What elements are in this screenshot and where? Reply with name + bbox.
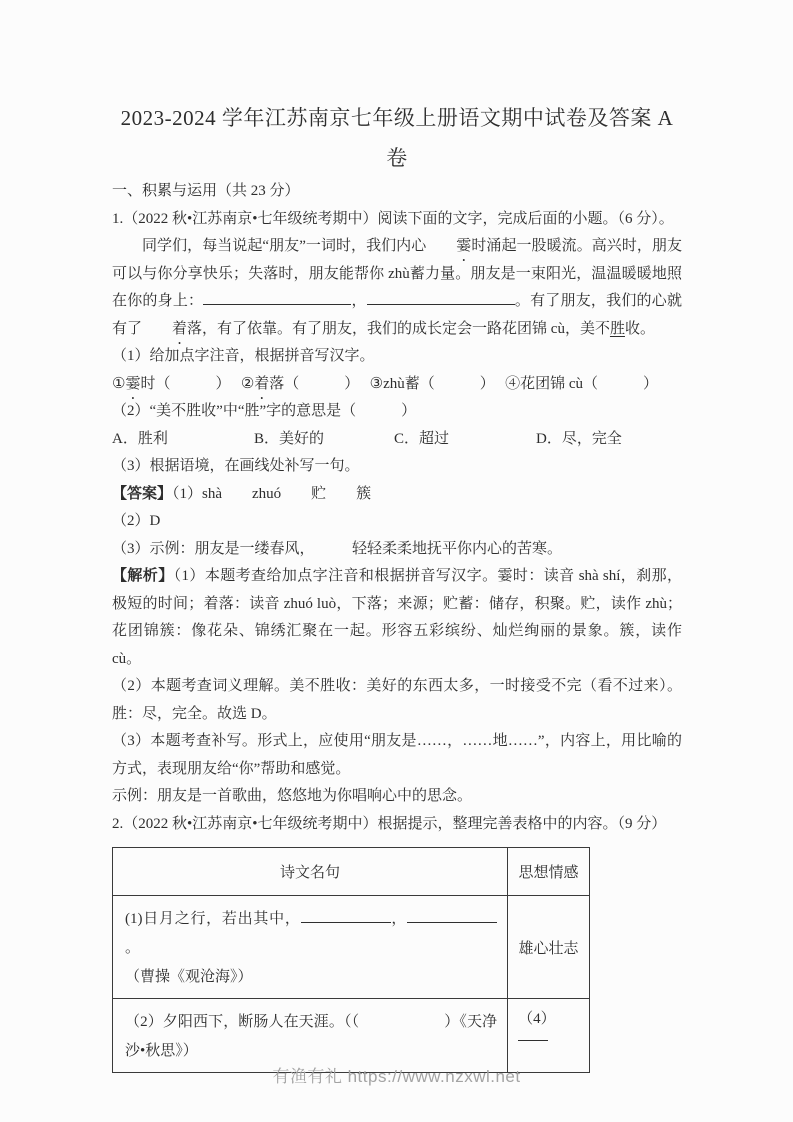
- table-cell-row1-emotion: 雄心壮志: [508, 896, 590, 999]
- blank-underline: [407, 910, 497, 923]
- q1-passage: [112, 233, 682, 343]
- dotted-char: 霎: [456, 238, 472, 254]
- poem-line: [125, 905, 497, 963]
- blank-underline: [518, 1028, 548, 1041]
- page-title-line1: 2023-2024 学年江苏南京七年级上册语文期中试卷及答案 A: [120, 106, 674, 130]
- document-content: [112, 0, 682, 1073]
- q2-stem: 2.（2022 秋•江苏南京•七年级统考期中）根据提示，整理完善表格中的内容。（9 分）: [112, 815, 667, 832]
- passage-text: 时涌起一股暖流。高兴时，朋友可以与你分享快乐；失落时，朋友能帮你 zhù蓄力量。朋友是一束阳光，温温暖暖地照在你的身上：: [112, 238, 682, 309]
- passage-text: ，: [351, 293, 367, 309]
- answer-line-1: [112, 481, 682, 509]
- table-row: [113, 896, 590, 999]
- poem-source: （曹操《观沧海》）: [125, 969, 253, 985]
- table-header-emotion: 思想情感: [508, 848, 590, 896]
- poem-text: ）《天净沙•秋思》）: [125, 1014, 498, 1059]
- option-c: C．超过: [394, 430, 450, 447]
- dotted-char: 着: [172, 320, 188, 337]
- option-d: D．尽，完全: [536, 430, 622, 447]
- passage-text: 落，有了依靠。有了朋友，我们的成长定会一路花团锦 cù，美不: [187, 320, 610, 337]
- q1-sub-question-3: （3）根据语境，在画线处补写一句。: [112, 458, 360, 474]
- answer-1: （1）shà zhuó 贮 簇: [172, 485, 372, 502]
- analysis-label: 【解析】: [112, 568, 174, 584]
- poem-text: （2）夕阳西下，断肠人在天涯。（（: [125, 1014, 360, 1030]
- q1-stem: 1.（2022 秋•江苏南京•七年级统考期中）阅读下面的文字，完成后面的小题。（6 分）。: [112, 210, 674, 227]
- passage-text: 同学们，每当说起“朋友”一词时，我们内心: [142, 238, 427, 254]
- analysis-para-2: （2）本题考查词义理解。美不胜收：美好的东西太多，一时接受不完（看不过来）。胜：尽，完全。故选 D。: [112, 678, 682, 722]
- poem-text: (1)日月之行，若出其中，: [125, 911, 301, 927]
- item-text: 时（ ）: [140, 375, 231, 392]
- pinyin-item-4: ④花团锦 cù（ ）: [505, 375, 658, 392]
- q1-sub-question-2: （2）“美不胜收”中“胜”字的意思是（ ）: [112, 403, 417, 419]
- item-text: 落（ ）: [269, 375, 360, 392]
- analysis-para-1: [112, 563, 682, 673]
- footer-watermark: 有渔有礼 https://www.nzxwl.net: [272, 1067, 521, 1086]
- underlined-char: 胜: [609, 320, 625, 337]
- page-title: [112, 98, 682, 178]
- emotion-item-number: （4）: [518, 1011, 556, 1027]
- analysis-para-4: 示例：朋友是一首歌曲，悠悠地为你唱响心中的思念。: [112, 788, 473, 804]
- passage-text: 收。: [624, 320, 655, 337]
- answer-label: 【答案】: [112, 485, 173, 502]
- q1-sub-question-1: （1）给加点字注音，根据拼音写汉字。: [112, 348, 375, 364]
- section-heading: 一、积累与运用（共 23 分）: [112, 183, 300, 199]
- options-row: [112, 426, 682, 454]
- item-number: ②: [240, 375, 255, 392]
- poem-table: [112, 847, 590, 1073]
- analysis-para-3: （3）本题考查补写。形式上，应使用“朋友是……，……地……”，内容上，用比喻的方式，表现朋友给“你”帮助和感觉。: [112, 733, 682, 777]
- pinyin-item-1: [112, 371, 230, 399]
- blank-space: [359, 1025, 444, 1026]
- table-cell-row1-poem: [113, 896, 508, 999]
- option-a: A．胜利: [112, 430, 168, 447]
- table-header-poem: 诗文名句: [113, 848, 508, 896]
- pinyin-item-3: ③zhù蓄（ ）: [369, 375, 495, 392]
- table-header-row: [113, 848, 590, 896]
- page-title-line2: 卷: [386, 146, 408, 170]
- analysis-1: （1）本题考查给加点字注音和根据拼音写汉字。霎时：读音 shà shí，刹那，极短的时间；着落：读音 zhuó luò，下落；来源；贮蓄：储存，积聚。贮，读作 zhù；花团锦簇：像花朵、锦绣汇聚在一起。形容五彩缤纷、灿烂绚丽的景象。簇，读作 cù。: [112, 568, 682, 667]
- poem-text: ，: [390, 911, 408, 927]
- blank-underline: [203, 292, 351, 305]
- passage-text: 。有了朋友，我们的心就有了: [112, 293, 682, 337]
- item-number: ①: [112, 375, 126, 392]
- answer-line-2: （2）D: [112, 513, 161, 529]
- blank-underline: [301, 910, 391, 923]
- answer-line-3: （3）示例：朋友是一缕春风， 轻轻柔柔地抚平你内心的苦寒。: [112, 540, 563, 557]
- pinyin-items-row: [112, 371, 682, 399]
- blank-underline: [367, 292, 515, 305]
- option-b: B．美好的: [254, 430, 325, 447]
- dotted-char: 着: [254, 375, 270, 392]
- pinyin-item-2: [241, 371, 359, 399]
- poem-text: 。: [125, 940, 141, 956]
- dotted-char: 霎: [125, 375, 141, 392]
